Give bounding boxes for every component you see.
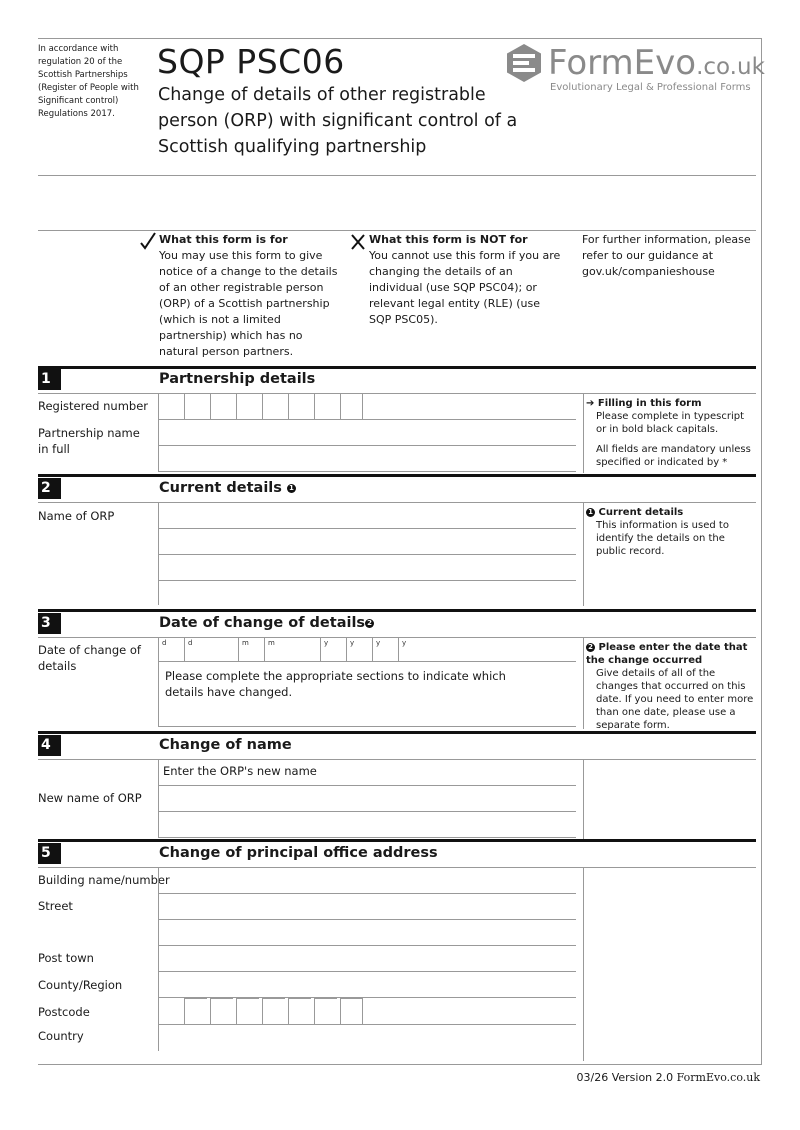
orp-name-label: Name of ORP [38, 509, 115, 523]
postcode-input[interactable] [158, 998, 366, 1024]
section-4-side-box [583, 759, 756, 839]
section-3-instruction: Please complete the appropriate sections to indicate which details have changed. [165, 669, 506, 699]
hexagon-logo-icon [504, 43, 544, 83]
orp-name-line-3[interactable] [158, 555, 576, 581]
intro-top-rule [38, 230, 756, 231]
logo-tagline: Evolutionary Legal & Professional Forms [550, 82, 751, 93]
not-for-title: What this form is NOT for [369, 233, 528, 246]
country-label: Country [38, 1029, 84, 1043]
for-text: You may use this form to give notice of a change to the details of an other registrable person (ORP) of a Scottish partnership (which is not a limited partnership) which has no natural person partners. [159, 249, 338, 358]
arrow-right-icon: ➔ [586, 398, 595, 409]
footer-brand: FormEvo.co.uk [676, 1071, 760, 1084]
post-town-label: Post town [38, 951, 94, 965]
current-details-note-title: Current details [598, 507, 684, 518]
note-2-side-icon: 2 [586, 643, 595, 652]
not-for-text: You cannot use this form if you are changing the details of an individual (use SQP PSC04); or relevant legal entity (RLE) (use SQP PSC05). [369, 249, 561, 326]
section-4-instruction: Enter the ORP's new name [163, 764, 317, 778]
instruction-box [158, 661, 576, 727]
new-name-instruction-box [158, 760, 576, 786]
county-input[interactable] [158, 972, 576, 998]
new-name-line-2[interactable] [158, 812, 576, 838]
note-1-side-icon: 1 [586, 508, 595, 517]
form-title: Change of details of other registrable person (ORP) with significant control of a Scottish qualifying partnership [158, 85, 518, 157]
partnership-name-label: Partnership name in full [38, 426, 140, 456]
logo-wordmark [548, 43, 765, 87]
county-label: County/Region [38, 978, 123, 992]
for-title: What this form is for [159, 233, 288, 246]
page-frame-top [38, 38, 762, 39]
partnership-name-line-1[interactable] [158, 420, 576, 446]
registered-number-label: Registered number [38, 399, 149, 413]
note-1-icon: 1 [287, 484, 296, 493]
section-5-title: Change of principal office address [159, 845, 438, 861]
footer-version: 03/26 Version 2.0 [576, 1071, 674, 1084]
section-1-rule [38, 366, 756, 369]
logo-suffix: .co.uk [696, 54, 765, 80]
header-divider [38, 175, 756, 176]
footer [577, 1071, 761, 1084]
section-5-number: 5 [38, 843, 61, 864]
current-details-note [583, 502, 756, 606]
orp-name-line-4[interactable] [158, 581, 576, 605]
street-label: Street [38, 899, 73, 913]
new-name-label: New name of ORP [38, 791, 142, 805]
section-2-title: Current details 1 [159, 480, 296, 496]
date-of-change-input[interactable]: d d m m y y y y [158, 637, 428, 661]
filling-note-text-2: All fields are mandatory unless specified or indicated by * [596, 444, 751, 468]
current-details-note-text: This information is used to identify the details on the public record. [596, 520, 729, 557]
note-2-icon: 2 [365, 619, 374, 628]
filling-note-title: Filling in this form [597, 398, 702, 409]
post-town-input[interactable] [158, 946, 576, 972]
section-1-number: 1 [38, 369, 61, 390]
form-code: SQP PSC06 [157, 42, 345, 81]
registered-number-input[interactable] [158, 393, 366, 419]
orp-name-line-1[interactable] [158, 503, 576, 529]
section-2-number: 2 [38, 478, 61, 499]
filling-note-text-1: Please complete in typescript or in bold black capitals. [596, 411, 745, 435]
section-3-title: Date of change of details 2 [159, 615, 374, 631]
filling-in-form-note [583, 393, 756, 473]
page-bottom-rule [38, 1064, 762, 1065]
further-info: For further information, please refer to our guidance at gov.uk/companieshouse [582, 233, 751, 278]
logo-main: FormEvo [548, 43, 697, 83]
page-frame-right [761, 38, 762, 1064]
partnership-name-line-2[interactable] [158, 446, 576, 472]
section-3-number: 3 [38, 613, 61, 634]
postcode-label: Postcode [38, 1005, 90, 1019]
building-label: Building name/number [38, 873, 170, 887]
new-name-line-1[interactable] [158, 786, 576, 812]
formevo-logo [504, 43, 765, 98]
date-of-change-label: Date of change of details [38, 643, 141, 673]
section-2-rule [38, 474, 756, 477]
section-4-number: 4 [38, 735, 61, 756]
section-1-title: Partnership details [159, 371, 316, 387]
orp-name-line-2[interactable] [158, 529, 576, 555]
section-4-rule [38, 731, 756, 734]
cross-icon [351, 234, 365, 250]
date-change-note-text: Give details of all of the changes that occurred on this date. If you need to enter more than one date, please use a separate form. [596, 668, 754, 731]
regulation-note: In accordance with regulation 20 of the Scottish Partnerships (Register of People with Significant control) Regulations 2017. [38, 44, 139, 119]
section-3-rule [38, 609, 756, 612]
date-change-note-title: Please enter the date that the change occurred [586, 642, 748, 666]
street-input-2[interactable] [158, 920, 576, 946]
checkmark-icon [140, 232, 156, 250]
country-input[interactable] [158, 1025, 576, 1051]
date-change-note [583, 637, 756, 729]
building-input[interactable] [158, 868, 576, 894]
section-5-rule [38, 839, 756, 842]
section-4-title: Change of name [159, 737, 292, 753]
section-5-side-box [583, 867, 756, 1061]
street-input-1[interactable] [158, 894, 576, 920]
